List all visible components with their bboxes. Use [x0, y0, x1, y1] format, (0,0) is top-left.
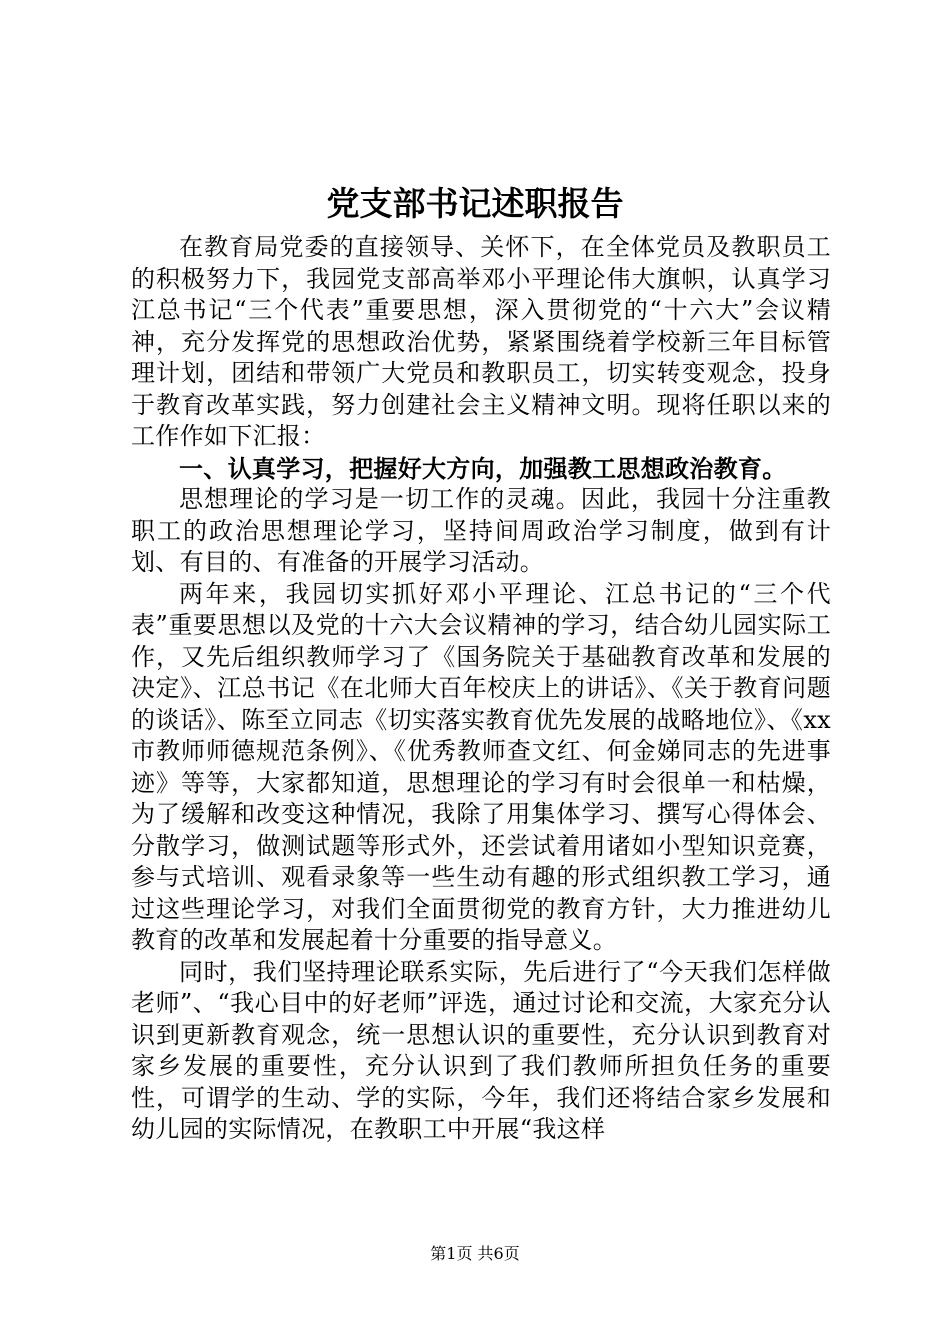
- page-footer: 第1页 共6页: [430, 1244, 520, 1263]
- section-heading-1: 一、认真学习，把握好大方向，加强教工思想政治教育。: [179, 453, 787, 483]
- document-title: 党支部书记述职报告: [326, 184, 624, 223]
- paragraph-two-years: 两年来，我园切实抓好邓小平理论、江总书记的“三个代表”重要思想以及党的十六大会议精神的学习，结合幼儿园实际工作，又先后组织教师学习了《国务院关于基础教育改革和发展的决定》、江总书记《在北师大百年校庆上的讲话》、《关于教育问题的谈话》、陈至立同志《切实落实教育优先发展的战略地位》、《xx市教师师德规范条例》、《优秀教师查文红、何金娣同志的先进事迹》等等，大家都知道，思想理论的学习有时会很单一和枯燥，为了缓解和改变这种情况，我除了用集体学习、撰写心得体会、分散学习，做测试题等形式外，还尝试着用诸如小型知识竞赛，参与式培训、观看录象等一些生动有趣的形式组织教工学习，通过这些理论学习，对我们全面贯彻党的教育方针，大力推进幼儿教育的改革和发展起着十分重要的指导意义。: [131, 579, 831, 954]
- paragraph-practice: 同时，我们坚持理论联系实际，先后进行了“今天我们怎样做老师”、“我心目中的好老师”评选，通过讨论和交流，大家充分认识到更新教育观念，统一思想认识的重要性，充分认识到教育对家乡发展的重要性，充分认识到了我们教师所担负任务的重要性，可谓学的生动、学的实际，今年，我们还将结合家乡发展和幼儿园的实际情况，在教职工中开展“我这样: [131, 957, 831, 1143]
- document-body: [131, 232, 831, 1146]
- paragraph-theory-study: 思想理论的学习是一切工作的灵魂。因此，我园十分注重教职工的政治思想理论学习，坚持间周政治学习制度，做到有计划、有目的、有准备的开展学习活动。: [131, 485, 831, 576]
- paragraph-intro: 在教育局党委的直接领导、关怀下，在全体党员及教职员工的积极努力下，我园党支部高举邓小平理论伟大旗帜，认真学习江总书记“三个代表”重要思想，深入贯彻党的“十六大”会议精神，充分发挥党的思想政治优势，紧紧围绕着学校新三年目标管理计划，团结和带领广大党员和教职员工，切实转变观念，投身于教育改革实践，努力创建社会主义精神文明。现将任职以来的工作作如下汇报：: [131, 233, 831, 450]
